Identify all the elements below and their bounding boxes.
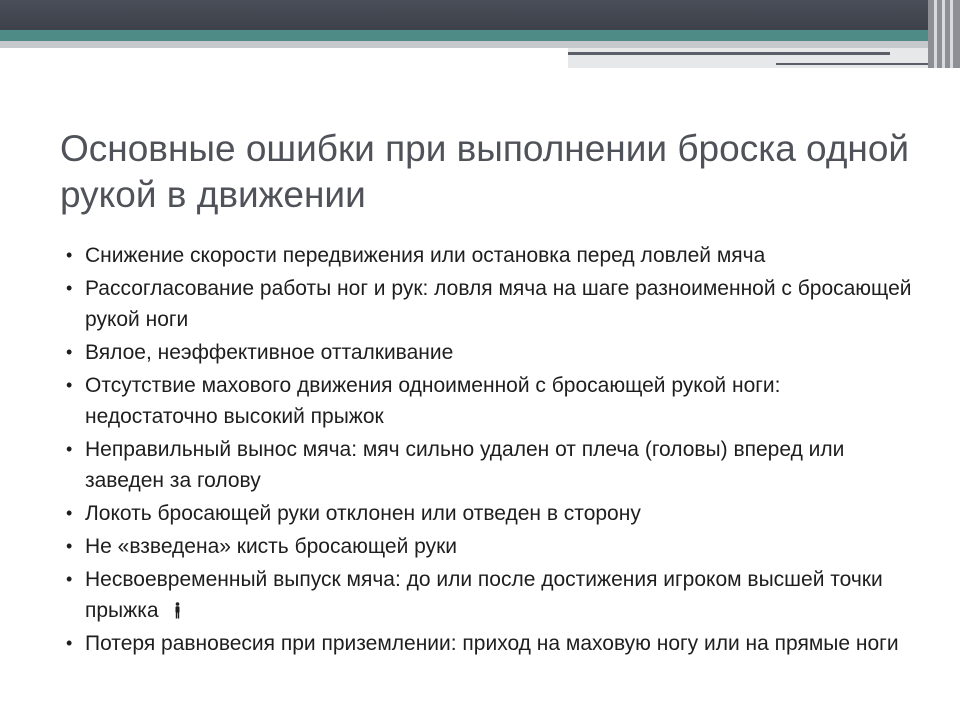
person-figure-icon — [174, 597, 181, 614]
bullet-dot: • — [66, 245, 73, 265]
list-item — [66, 628, 916, 659]
header-sub-band — [568, 48, 960, 68]
list-item — [66, 498, 916, 529]
header-gray-band — [0, 41, 960, 48]
bullet-text: Несвоевременный выпуск мяча: до или после достижения игроком высшей точки прыжка — [85, 568, 883, 622]
list-item — [66, 370, 916, 432]
header-dark-band — [0, 0, 960, 30]
header-corner-stripe — [934, 0, 937, 68]
list-item — [66, 273, 916, 335]
header-corner-block — [928, 0, 960, 68]
bullet-list — [66, 240, 916, 661]
list-item — [66, 337, 916, 368]
bullet-dot: • — [66, 569, 73, 589]
bullet-text: Вялое, неэффективное отталкивание — [85, 341, 454, 364]
bullet-text: Рассогласование работы ног и рук: ловля мяча на шаге разноименной с бросающей рукой ноги — [85, 277, 912, 331]
list-item — [66, 564, 916, 626]
bullet-dot: • — [66, 278, 73, 298]
bullet-dot: • — [66, 342, 73, 362]
bullet-text: Не «взведена» кисть бросающей руки — [85, 535, 458, 558]
header-accent-line-short — [776, 63, 941, 65]
header-teal-band — [0, 30, 960, 41]
header-corner-stripe — [950, 0, 953, 68]
bullet-dot: • — [66, 536, 73, 556]
bullet-text: Отсутствие махового движения одноименной с бросающей рукой ноги: недостаточно высокий прыжок — [85, 374, 781, 428]
slide-title: Основные ошибки при выполнении броска одной рукой в движении — [60, 128, 910, 215]
bullet-dot: • — [66, 375, 73, 395]
header-accent-line — [568, 52, 890, 55]
bullet-dot: • — [66, 439, 73, 459]
bullet-dot: • — [66, 633, 73, 653]
bullet-dot: • — [66, 503, 73, 523]
bullet-text: Снижение скорости передвижения или остановка перед ловлей мяча — [85, 244, 766, 267]
list-item — [66, 531, 916, 562]
list-item — [66, 434, 916, 496]
list-item — [66, 240, 916, 271]
header-corner-stripe — [942, 0, 945, 68]
bullet-text: Локоть бросающей руки отклонен или отведен в сторону — [85, 502, 641, 525]
bullet-text: Неправильный вынос мяча: мяч сильно удален от плеча (головы) вперед или заведен за голову — [85, 438, 845, 492]
bullet-text: Потеря равновесия при приземлении: приход на маховую ногу или на прямые ноги — [85, 632, 899, 655]
